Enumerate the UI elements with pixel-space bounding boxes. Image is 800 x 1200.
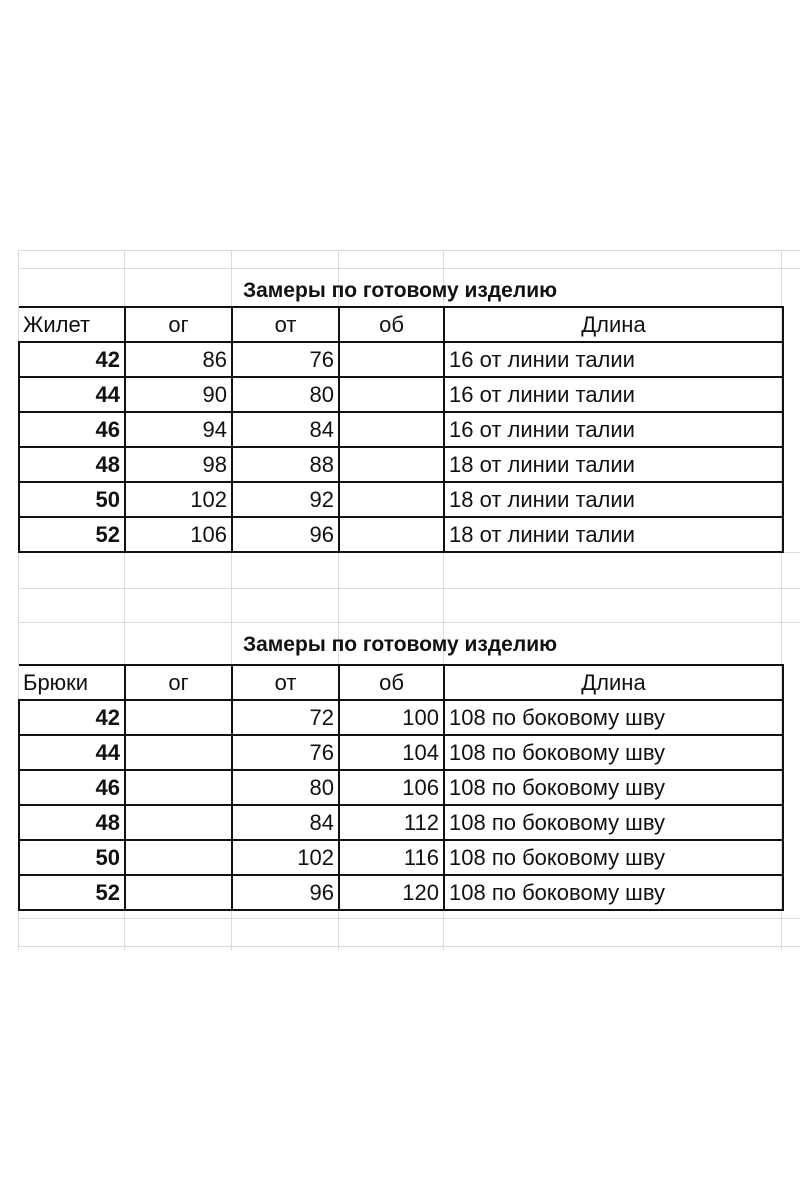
vest-table-title: Замеры по готовому изделию [242, 279, 558, 302]
table-row [19, 840, 783, 875]
trousers-header-row [19, 665, 783, 700]
og-cell: 90 [125, 377, 232, 412]
table-row [19, 875, 783, 910]
gridline [18, 588, 800, 589]
table-row [19, 377, 783, 412]
header-cell-ob: об [339, 307, 444, 342]
vest-header-row [19, 307, 783, 342]
gridline [18, 918, 800, 919]
table-row [19, 342, 783, 377]
table-row [19, 700, 783, 735]
ot-cell: 96 [232, 517, 339, 552]
og-cell [125, 805, 232, 840]
length-cell: 18 от линии талии [444, 447, 783, 482]
size-cell: 46 [19, 770, 125, 805]
gridline [18, 250, 800, 251]
ot-cell: 80 [232, 770, 339, 805]
og-cell [125, 840, 232, 875]
size-cell: 42 [19, 342, 125, 377]
og-cell: 86 [125, 342, 232, 377]
header-cell-garment: Жилет [19, 307, 125, 342]
table-row [19, 770, 783, 805]
og-cell: 94 [125, 412, 232, 447]
header-cell-og: ог [125, 665, 232, 700]
table-row [19, 805, 783, 840]
og-cell [125, 770, 232, 805]
length-cell: 108 по боковому шву [444, 735, 783, 770]
size-cell: 48 [19, 805, 125, 840]
length-cell: 18 от линии талии [444, 482, 783, 517]
header-cell-garment: Брюки [19, 665, 125, 700]
og-cell [125, 875, 232, 910]
header-cell-ot: от [232, 307, 339, 342]
og-cell [125, 700, 232, 735]
length-cell: 16 от линии талии [444, 342, 783, 377]
size-cell: 52 [19, 517, 125, 552]
ob-cell: 116 [339, 840, 444, 875]
length-cell: 18 от линии талии [444, 517, 783, 552]
ob-cell: 104 [339, 735, 444, 770]
length-cell: 108 по боковому шву [444, 840, 783, 875]
table-row [19, 517, 783, 552]
og-cell: 98 [125, 447, 232, 482]
ot-cell: 76 [232, 342, 339, 377]
gridline [18, 946, 800, 947]
length-cell: 16 от линии талии [444, 377, 783, 412]
og-cell: 102 [125, 482, 232, 517]
table-row [19, 482, 783, 517]
header-cell-ot: от [232, 665, 339, 700]
header-cell-length: Длина [444, 307, 783, 342]
ob-cell [339, 342, 444, 377]
table-row [19, 735, 783, 770]
og-cell: 106 [125, 517, 232, 552]
og-cell [125, 735, 232, 770]
ot-cell: 80 [232, 377, 339, 412]
size-cell: 44 [19, 735, 125, 770]
ot-cell: 96 [232, 875, 339, 910]
ot-cell: 88 [232, 447, 339, 482]
gridline [18, 268, 800, 269]
ot-cell: 102 [232, 840, 339, 875]
length-cell: 108 по боковому шву [444, 875, 783, 910]
size-cell: 46 [19, 412, 125, 447]
header-cell-length: Длина [444, 665, 783, 700]
ob-cell [339, 447, 444, 482]
ot-cell: 76 [232, 735, 339, 770]
table-row [19, 412, 783, 447]
trousers-table-title: Замеры по готовому изделию [242, 633, 558, 656]
size-cell: 52 [19, 875, 125, 910]
ot-cell: 72 [232, 700, 339, 735]
trousers-measurements-table [18, 664, 784, 911]
length-cell: 16 от линии талии [444, 412, 783, 447]
ob-cell: 120 [339, 875, 444, 910]
ob-cell [339, 412, 444, 447]
header-cell-og: ог [125, 307, 232, 342]
size-cell: 42 [19, 700, 125, 735]
ot-cell: 84 [232, 412, 339, 447]
ob-cell [339, 517, 444, 552]
ob-cell: 112 [339, 805, 444, 840]
size-cell: 48 [19, 447, 125, 482]
gridline [18, 622, 800, 623]
ob-cell [339, 377, 444, 412]
ob-cell [339, 482, 444, 517]
table-row [19, 447, 783, 482]
ot-cell: 92 [232, 482, 339, 517]
ob-cell: 100 [339, 700, 444, 735]
size-cell: 50 [19, 840, 125, 875]
size-cell: 44 [19, 377, 125, 412]
ob-cell: 106 [339, 770, 444, 805]
vest-measurements-table [18, 306, 784, 553]
ot-cell: 84 [232, 805, 339, 840]
length-cell: 108 по боковому шву [444, 770, 783, 805]
length-cell: 108 по боковому шву [444, 700, 783, 735]
size-cell: 50 [19, 482, 125, 517]
header-cell-ob: об [339, 665, 444, 700]
length-cell: 108 по боковому шву [444, 805, 783, 840]
